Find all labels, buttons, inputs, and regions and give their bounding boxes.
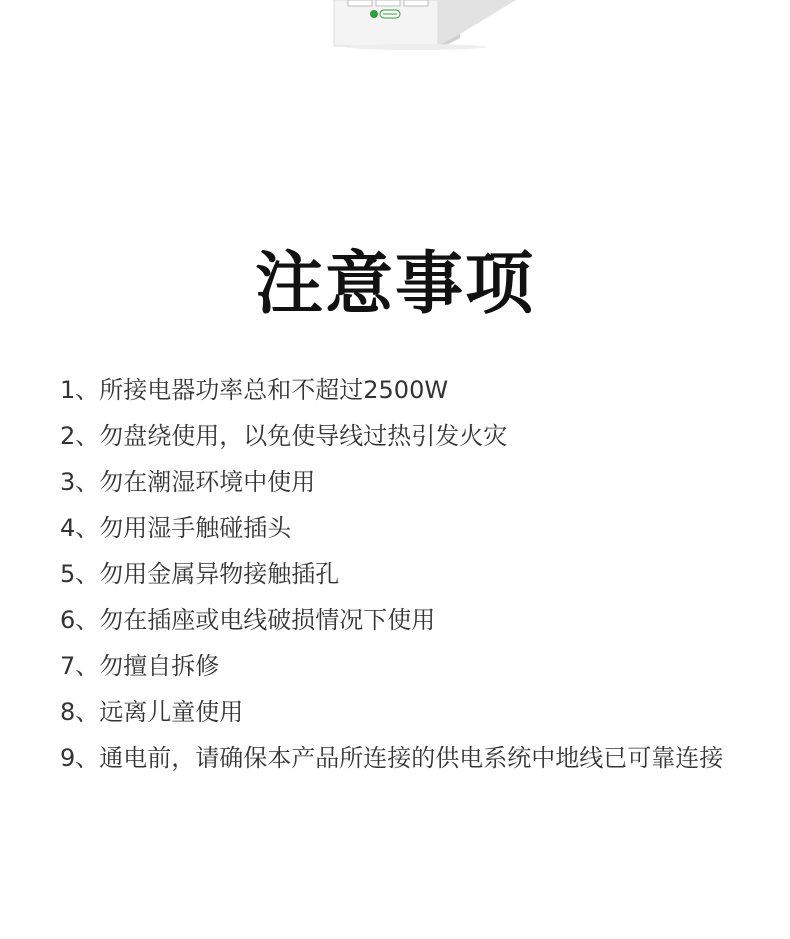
notes-list: [60, 367, 723, 781]
list-item: 2、勿盘绕使用，以免使导线过热引发火灾: [60, 422, 508, 450]
list-item: 6、勿在插座或电线破损情况下使用: [60, 606, 436, 634]
product-image: [326, 0, 526, 50]
list-item: 4、勿用湿手触碰插头: [60, 514, 292, 542]
page-title: 注意事项: [254, 245, 535, 324]
list-item: 3、勿在潮湿环境中使用: [60, 468, 316, 496]
list-item: 7、勿擅自拆修: [60, 652, 220, 680]
list-item: 8、远离儿童使用: [60, 698, 244, 726]
list-item: 1、所接电器功率总和不超过2500W: [60, 376, 449, 404]
list-item: 5、勿用金属异物接触插孔: [60, 560, 340, 588]
list-item: 9、通电前，请确保本产品所连接的供电系统中地线已可靠连接: [60, 744, 724, 772]
